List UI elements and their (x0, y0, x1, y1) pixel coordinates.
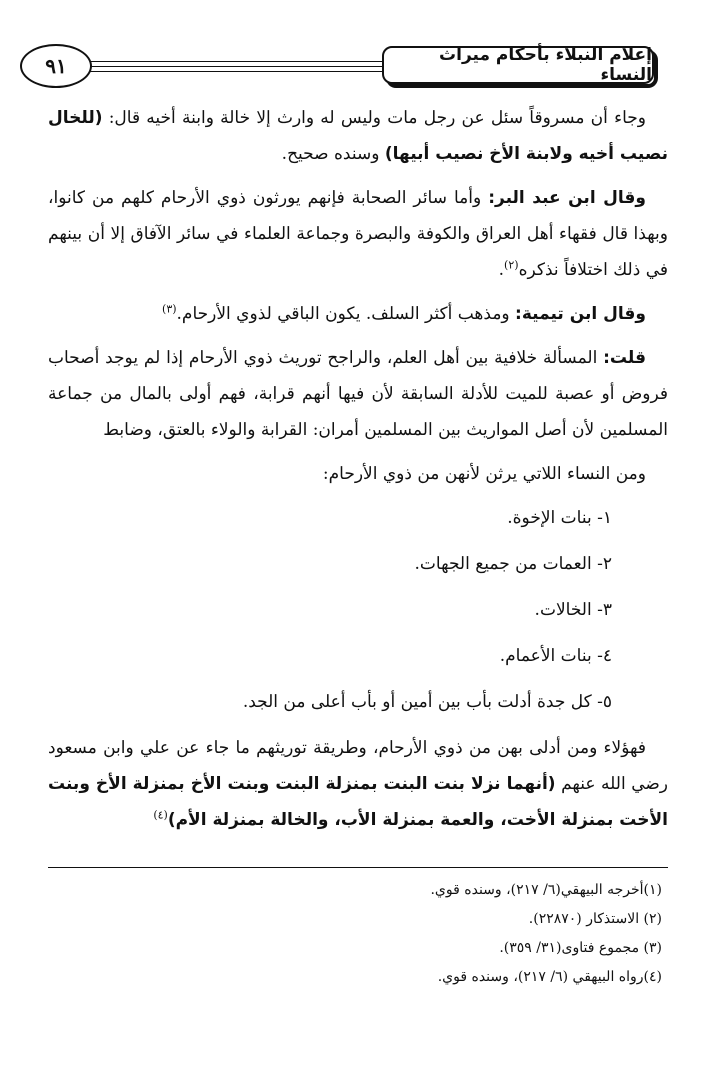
footnote-item: (١)أخرجه البيهقي(٦/ ٢١٧)، وسنده قوي. (430, 882, 662, 898)
quoted-saying: (أنهما نزلا بنت البنت بمنزلة البنت وبنت الأخ بمنزلة الأخ وبنت الأخت بمنزلة الأخت، والعمة بمنزلة الأب، والخالة بمنزلة الأم) (48, 774, 668, 830)
footnote-ref: (٣) (162, 302, 177, 316)
paragraph-inheritance-method (48, 730, 668, 838)
footnotes (48, 876, 668, 992)
paragraph-ibn-abd-al-barr: وقال ابن عبد البر: وأما سائر الصحابة فإنهم يورثون ذوي الأرحام كلهم من كانوا، وبهذا قال فقهاء أهل العراق والكوفة والبصرة وجماعة العلماء في سائر الآفاق إلا أن بينهم في ذلك اختلافاً نذكره$^{(٢)}$. (48, 188, 668, 280)
paragraph-text: وجاء أن مسروقاً سئل عن رجل مات وليس له وارث إلا خالة وابنة أخيه قال: (108, 108, 647, 128)
footnote-separator (48, 867, 668, 868)
footnote-ref: (٢) (504, 258, 519, 272)
list-item: ٢- العمات من جميع الجهات. (414, 554, 612, 574)
paragraph-text: وسنده صحيح. (281, 144, 385, 164)
list-item: ٣- الخالات. (534, 600, 612, 620)
footnote-item: (٢) الاستذكار (٢٢٨٧٠). (528, 911, 662, 927)
paragraph-ibn-taymiyya (48, 296, 668, 332)
page-number: ٩١ (20, 44, 92, 88)
footnote-item: (٣) مجموع فتاوى(٣١/ ٣٥٩). (499, 940, 662, 956)
list-item: ٤- بنات الأعمام. (499, 646, 612, 666)
paragraph-text: المسألة خلافية بين أهل العلم، والراجح توريث ذوي الأرحام إذا لم يوجد أصحاب فروض أو عصبة للميت للأدلة السابقة لأن فيها أنهم قرابة، فهم أولى بالمال من جماعة المسلمين لأن أصل المواريث بين المسلمين أمران: القرابة والولاء بالعتق، وضابط (48, 348, 668, 440)
footnote-ref: (٤) (153, 808, 168, 822)
header-rule (84, 71, 428, 72)
paragraph-list-intro: ومن النساء اللاتي يرثن لأنهن من ذوي الأرحام: (322, 464, 646, 484)
paragraph-text: وأما سائر الصحابة فإنهم يورثون ذوي الأرحام كلهم من كانوا، وبهذا قال فقهاء أهل العراق والكوفة والبصرة وجماعة العلماء في سائر الآفاق إلا أن بينهم في ذلك اختلافاً نذكره (48, 188, 668, 280)
paragraph-author-opinion (48, 340, 668, 448)
speaker-label: وقال ابن تيمية: (515, 304, 646, 324)
running-title: إعلام النبلاء بأحكام ميراث النساء (382, 46, 654, 84)
footnote-item: (٤)رواه البيهقي (٦/ ٢١٧)، وسنده قوي. (437, 969, 662, 985)
heirs-list (48, 500, 668, 720)
list-item: ١- بنات الإخوة. (507, 508, 612, 528)
speaker-label: قلت: (603, 348, 646, 368)
main-text (48, 100, 668, 846)
list-item: ٥- كل جدة أدلت بأب بين أمين أو بأب أعلى من الجد. (242, 692, 612, 712)
paragraph-masruq (48, 100, 668, 172)
speaker-label: وقال ابن عبد البر: (488, 188, 646, 208)
paragraph-text: ومذهب أكثر السلف. يكون الباقي لذوي الأرحام. (176, 304, 516, 324)
header-rule (84, 66, 428, 67)
header-rule (84, 61, 428, 62)
quoted-saying: (للخال نصيب أخيه ولابنة الأخ نصيب أبيها) (48, 108, 668, 164)
paragraph-text: فهؤلاء ومن أدلى بهن من ذوي الأرحام، وطريقة توريثهم ما جاء عن علي وابن مسعود رضي الله عنهم (48, 738, 669, 794)
